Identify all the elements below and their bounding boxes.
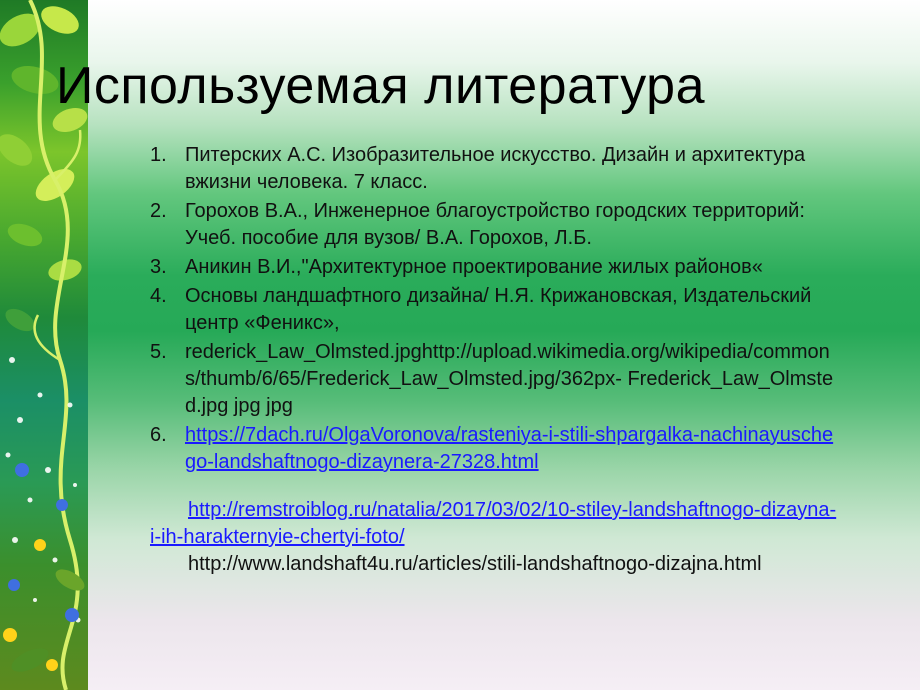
reference-text: Основы ландшафтного дизайна/ Н.Я. Крижановская, Издательский центр «Феникс»,	[185, 285, 812, 334]
reference-number: 1.	[150, 144, 167, 166]
reference-number: 3.	[150, 256, 167, 278]
reference-text: Горохов В.А., Инженерное благоустройство городских территорий: Учеб. пособие для вузов/ В.А. Горохов, Л.Б.	[185, 200, 805, 249]
reference-item	[150, 283, 840, 337]
reference-number: 6.	[150, 424, 167, 446]
reference-item	[150, 339, 840, 420]
reference-list	[150, 142, 840, 478]
reference-link-remstroiblog-text: http://remstroiblog.ru/natalia/2017/03/02/10-stiley-landshaftnogo-dizayna-i-ih-harakternyie-chertyi-foto/	[150, 499, 837, 548]
reference-item	[150, 198, 840, 252]
reference-number: 4.	[150, 285, 167, 307]
reference-text: Аникин В.И.,"Архитектурное проектирование жилых районов«	[185, 256, 763, 278]
extra-link-block-2	[150, 551, 840, 578]
reference-link-7dach[interactable]: https://7dach.ru/OlgaVoronova/rasteniya-i-stili-shpargalka-nachinayuschego-landshaftnogo-dizaynera-27328.html	[185, 424, 834, 473]
reference-item	[150, 142, 840, 196]
reference-link-remstroiblog[interactable]	[150, 499, 836, 548]
reference-text-landshaft4u: http://www.landshaft4u.ru/articles/stili-landshaftnogo-dizajna.html	[188, 553, 762, 575]
reference-item	[150, 254, 840, 281]
reference-item	[150, 422, 840, 476]
reference-number: 2.	[150, 200, 167, 222]
reference-number: 5.	[150, 341, 167, 363]
slide-title: Используемая литература	[56, 57, 706, 115]
reference-text: Питерских А.С. Изобразительное искусство. Дизайн и архитектура вжизни человека. 7 класс.	[185, 144, 806, 193]
extra-link-block-1	[150, 497, 840, 551]
reference-text: rederick_Law_Olmsted.jpghttp://upload.wikimedia.org/wikipedia/commons/thumb/6/65/Frederick_Law_Olmsted.jpg/362px- Frederick_Law_Olmsted.jpg jpg jpg	[185, 341, 834, 417]
